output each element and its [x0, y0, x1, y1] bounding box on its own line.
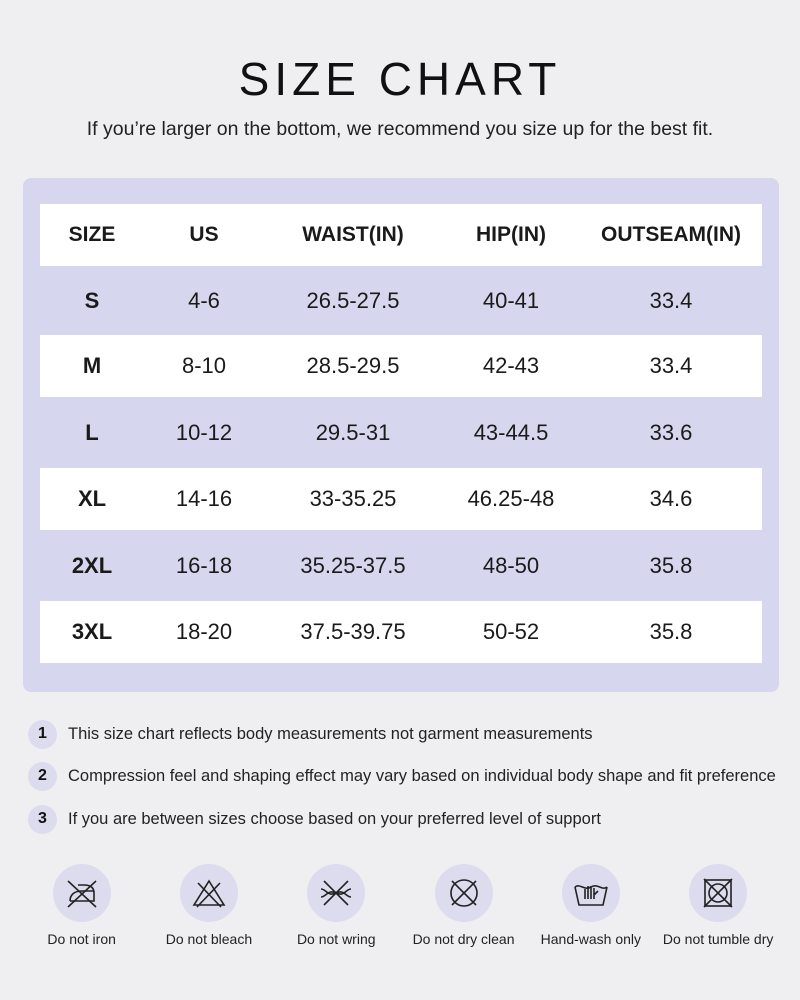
table-row: [40, 335, 762, 397]
cell-hip: 48-50: [482, 553, 540, 578]
cell-size: 2XL: [71, 553, 113, 578]
header-us: US: [189, 223, 219, 246]
table-header-row: [40, 204, 762, 266]
cell-us: 8-10: [181, 353, 227, 378]
note-text: If you are between sizes choose based on your preferred level of support: [68, 809, 601, 828]
cell-us: 10-12: [175, 420, 233, 445]
note-number: 3: [28, 805, 57, 834]
cell-us: 18-20: [175, 619, 233, 644]
table-row: [40, 535, 762, 597]
cell-outseam: 34.6: [649, 486, 693, 511]
hand-wash-icon: [562, 864, 620, 922]
care-label: Do not tumble dry: [662, 931, 774, 947]
cell-waist: 26.5-27.5: [306, 288, 400, 313]
table-row: [40, 402, 762, 464]
care-item: [527, 864, 654, 947]
cell-outseam: 33.4: [649, 288, 693, 313]
note-text: Compression feel and shaping effect may vary based on individual body shape and fit preference: [68, 766, 776, 785]
cell-size: S: [84, 288, 100, 313]
table-row: [40, 601, 762, 663]
note-text: This size chart reflects body measurements not garment measurements: [68, 724, 593, 743]
care-label: Do not dry clean: [412, 931, 515, 947]
care-item: [400, 864, 527, 947]
note-number: 2: [28, 762, 57, 791]
page-subtitle: If you’re larger on the bottom, we recommend you size up for the best fit.: [86, 118, 714, 140]
cell-outseam: 33.6: [649, 420, 693, 445]
cell-us: 4-6: [188, 288, 220, 313]
cell-hip: 50-52: [482, 619, 540, 644]
note-item: [28, 719, 593, 749]
page-title: SIZE CHART: [238, 53, 562, 105]
no-tumble-dry-icon: [689, 864, 747, 922]
no-iron-icon: [53, 864, 111, 922]
cell-waist: 28.5-29.5: [306, 353, 400, 378]
no-dry-clean-icon: [435, 864, 493, 922]
cell-size: M: [82, 353, 102, 378]
cell-waist: 37.5-39.75: [300, 619, 406, 644]
care-label: Do not iron: [47, 931, 116, 947]
cell-waist: 29.5-31: [315, 420, 391, 445]
note-item: [28, 804, 601, 834]
cell-outseam: 33.4: [649, 353, 693, 378]
care-label: Hand-wash only: [540, 931, 642, 947]
note-item: [28, 761, 776, 791]
no-wring-icon: [307, 864, 365, 922]
cell-hip: 40-41: [482, 288, 540, 313]
table-row: [40, 468, 762, 530]
table-row: [40, 270, 762, 332]
cell-size: L: [85, 420, 99, 445]
cell-us: 16-18: [175, 553, 233, 578]
cell-outseam: 35.8: [649, 553, 693, 578]
care-item: [273, 864, 400, 947]
cell-hip: 46.25-48: [467, 486, 555, 511]
header-outseam: OUTSEAM(IN): [601, 223, 741, 246]
care-item: [18, 864, 145, 947]
cell-waist: 33-35.25: [309, 486, 397, 511]
header-waist: WAIST(IN): [302, 223, 404, 246]
cell-hip: 43-44.5: [473, 420, 549, 445]
header-hip: HIP(IN): [476, 223, 546, 246]
cell-size: XL: [77, 486, 107, 511]
cell-size: 3XL: [71, 619, 113, 644]
size-table: [23, 178, 779, 692]
care-label: Do not wring: [296, 931, 376, 947]
care-item: [145, 864, 272, 947]
care-instructions: [18, 864, 782, 947]
cell-outseam: 35.8: [649, 619, 693, 644]
no-bleach-icon: [180, 864, 238, 922]
care-label: Do not bleach: [165, 931, 253, 947]
care-item: [654, 864, 781, 947]
header-size: SIZE: [68, 223, 116, 246]
cell-us: 14-16: [175, 486, 233, 511]
cell-waist: 35.25-37.5: [300, 553, 406, 578]
cell-hip: 42-43: [482, 353, 540, 378]
note-number: 1: [28, 720, 57, 749]
